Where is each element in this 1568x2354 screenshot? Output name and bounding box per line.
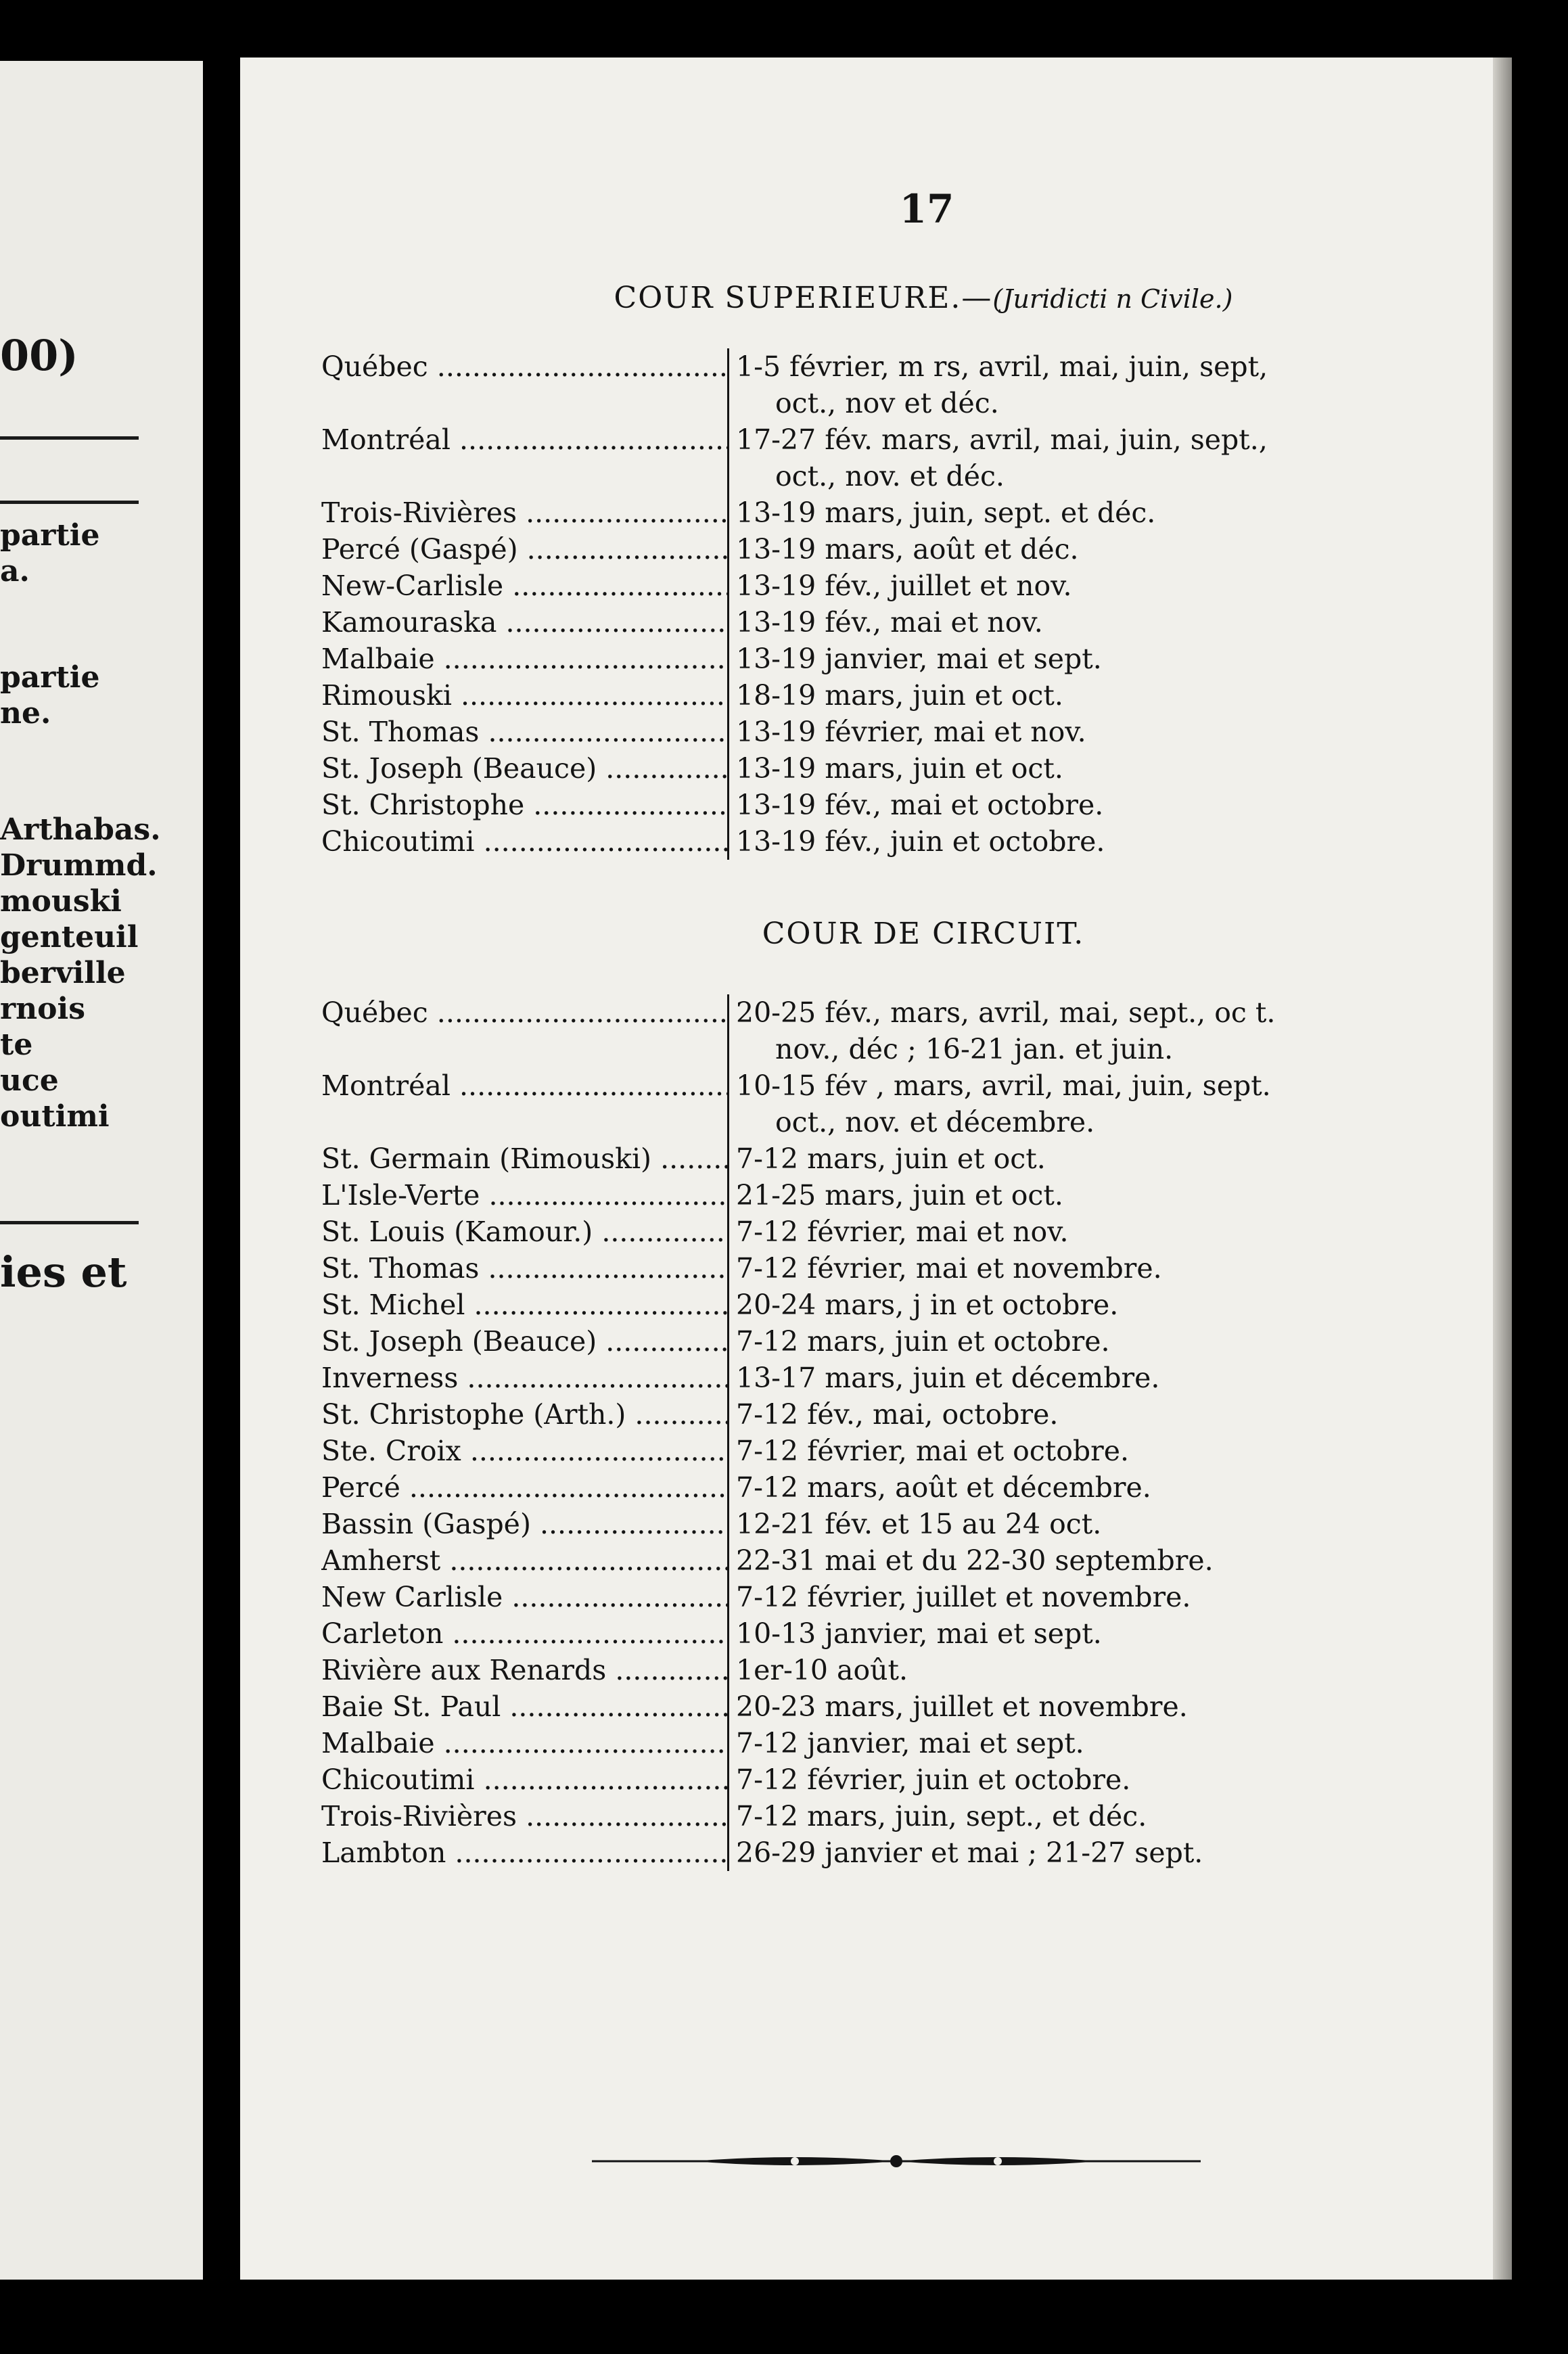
place-name: Baie St. Paul ..... [321, 1688, 727, 1725]
place-name: Kamouraska ..... [321, 604, 727, 641]
left-fragment: berville [0, 956, 126, 990]
section-title-circuit: COUR DE CIRCUIT. [762, 917, 1085, 951]
session-dates: 18-19 mars, juin et oct. [736, 679, 1063, 712]
left-fragment: a. [0, 554, 30, 588]
table-row [321, 787, 1406, 823]
table-row [321, 1798, 1406, 1834]
ornament-divider [592, 2151, 1201, 2171]
table-row [321, 1688, 1406, 1725]
place-name: Chicoutimi ..... [321, 1761, 727, 1798]
table-row [321, 1250, 1406, 1287]
place-name: St. Christophe ..... [321, 787, 727, 823]
table-row [321, 1652, 1406, 1688]
table-row [321, 1725, 1406, 1761]
session-dates: 21-25 mars, juin et oct. [736, 1179, 1063, 1211]
session-dates: 13-19 mars, juin, sept. et déc. [736, 497, 1156, 529]
table-row [321, 1506, 1406, 1542]
place-name: Malbaie ..... [321, 1725, 727, 1761]
place-name: St. Louis (Kamour.) ..... [321, 1214, 727, 1250]
session-dates: 13-19 fév., juillet et nov. [736, 570, 1072, 602]
left-facing-page [0, 61, 203, 2280]
left-fragment: Arthabas. [0, 812, 161, 847]
left-fragment: Drummd. [0, 848, 158, 883]
session-dates: 7-12 mars, août et décembre. [736, 1471, 1151, 1504]
session-dates: 17-27 fév. mars, avril, mai, juin, sept., oct., nov. et déc. [736, 423, 1268, 492]
place-name: Lambton ..... [321, 1834, 727, 1871]
left-fragment: rnois [0, 992, 86, 1026]
place-name: Carleton ..... [321, 1615, 727, 1652]
session-dates: 7-12 mars, juin, sept., et déc. [736, 1800, 1147, 1832]
session-dates: 10-13 janvier, mai et sept. [736, 1617, 1102, 1650]
table-row [321, 1761, 1406, 1798]
table-row [321, 750, 1406, 787]
session-dates: 7-12 février, mai et octobre. [736, 1435, 1130, 1467]
title-subtitle: (Juridicti n Civile.) [992, 284, 1233, 314]
left-fragment: partie [0, 518, 100, 553]
place-name: Trois-Rivières ..... [321, 1798, 727, 1834]
left-fragment: ne. [0, 696, 51, 731]
place-name: St. Christophe (Arth.) ..... [321, 1396, 727, 1433]
session-dates: 13-19 janvier, mai et sept. [736, 643, 1102, 675]
session-dates: 12-21 fév. et 15 au 24 oct. [736, 1508, 1102, 1540]
table-row [321, 1396, 1406, 1433]
session-dates: 20-25 fév., mars, avril, mai, sept., oc t. nov., déc ; 16-21 jan. et juin. [736, 996, 1276, 1065]
left-fragment: partie [0, 660, 100, 695]
place-name: New Carlisle ..... [321, 1579, 727, 1615]
session-dates: 13-19 fév., juin et octobre. [736, 825, 1105, 858]
place-name: St. Germain (Rimouski) ..... [321, 1140, 727, 1177]
circuit-table [321, 994, 1406, 1871]
table-row [321, 568, 1406, 604]
table-row [321, 1140, 1406, 1177]
place-name: Ste. Croix ..... [321, 1433, 727, 1469]
table-row [321, 1287, 1406, 1323]
left-fragment: genteuil [0, 920, 139, 954]
table-row [321, 1214, 1406, 1250]
session-dates: 7-12 janvier, mai et sept. [736, 1727, 1084, 1759]
session-dates: 13-19 fév., mai et octobre. [736, 789, 1104, 821]
session-dates: 1er-10 août. [736, 1654, 908, 1686]
place-name: Amherst ..... [321, 1542, 727, 1579]
table-row [321, 1177, 1406, 1214]
page-number: 17 [899, 186, 954, 232]
place-name: Rivière aux Renards ..... [321, 1652, 727, 1688]
place-name: St. Joseph (Beauce) ..... [321, 1323, 727, 1360]
session-dates: 20-23 mars, juillet et novembre. [736, 1690, 1188, 1723]
session-dates: 1-5 février, m rs, avril, mai, juin, sept, oct., nov et déc. [736, 350, 1268, 419]
left-fragment: mouski [0, 884, 122, 919]
session-dates: 13-19 mars, août et déc. [736, 533, 1079, 566]
place-name: Malbaie ..... [321, 641, 727, 677]
place-name: Montréal ..... [321, 1067, 727, 1104]
table-row [321, 1542, 1406, 1579]
table-row [321, 677, 1406, 714]
place-name: Montréal ..... [321, 421, 727, 458]
left-divider [0, 436, 139, 440]
place-name: St. Michel ..... [321, 1287, 727, 1323]
place-name: Chicoutimi ..... [321, 823, 727, 860]
place-name: Percé (Gaspé) ..... [321, 531, 727, 568]
place-name: New-Carlisle ..... [321, 568, 727, 604]
place-name: Percé ..... [321, 1469, 727, 1506]
place-name: Québec ..... [321, 348, 727, 385]
table-row [321, 421, 1406, 494]
session-dates: 7-12 février, juillet et novembre. [736, 1581, 1191, 1613]
table-row [321, 1067, 1406, 1140]
place-name: St. Thomas ..... [321, 1250, 727, 1287]
table-row [321, 531, 1406, 568]
left-fragment: 00) [0, 331, 78, 380]
place-name: Trois-Rivières ..... [321, 494, 727, 531]
left-fragment: uce [0, 1063, 59, 1098]
table-row [321, 714, 1406, 750]
place-name: Québec ..... [321, 994, 727, 1031]
session-dates: 10-15 fév , mars, avril, mai, juin, sept. oct., nov. et décembre. [736, 1069, 1271, 1138]
place-name: Rimouski ..... [321, 677, 727, 714]
session-dates: 13-19 fév., mai et nov. [736, 606, 1043, 639]
table-row [321, 1360, 1406, 1396]
session-dates: 22-31 mai et du 22-30 septembre. [736, 1544, 1214, 1577]
table-row [321, 823, 1406, 860]
session-dates: 26-29 janvier et mai ; 21-27 sept. [736, 1837, 1203, 1869]
place-name: St. Joseph (Beauce) ..... [321, 750, 727, 787]
title-text: COUR SUPERIEURE.— [614, 281, 993, 315]
left-divider [0, 501, 139, 504]
table-row [321, 1469, 1406, 1506]
section-title-superieure [240, 281, 1512, 315]
main-page [240, 57, 1512, 2280]
table-row [321, 641, 1406, 677]
left-fragment: ies et [0, 1247, 127, 1297]
page-edge [1493, 57, 1512, 2280]
session-dates: 13-19 février, mai et nov. [736, 716, 1086, 748]
session-dates: 7-12 mars, juin et oct. [736, 1143, 1046, 1175]
session-dates: 7-12 février, mai et novembre. [736, 1252, 1162, 1285]
table-row [321, 1615, 1406, 1652]
table-row [321, 604, 1406, 641]
table-row [321, 1579, 1406, 1615]
session-dates: 20-24 mars, j in et octobre. [736, 1289, 1119, 1321]
table-row [321, 1433, 1406, 1469]
session-dates: 7-12 février, juin et octobre. [736, 1763, 1131, 1796]
left-divider [0, 1221, 139, 1224]
table-row [321, 348, 1406, 421]
left-fragment: outimi [0, 1099, 110, 1134]
session-dates: 7-12 mars, juin et octobre. [736, 1325, 1110, 1358]
place-name: St. Thomas ..... [321, 714, 727, 750]
session-dates: 7-12 février, mai et nov. [736, 1216, 1069, 1248]
table-row [321, 1834, 1406, 1871]
table-row [321, 494, 1406, 531]
session-dates: 13-17 mars, juin et décembre. [736, 1362, 1160, 1394]
table-row [321, 994, 1406, 1067]
left-fragment: te [0, 1028, 33, 1062]
session-dates: 13-19 mars, juin et oct. [736, 752, 1063, 785]
table-row [321, 1323, 1406, 1360]
session-dates: 7-12 fév., mai, octobre. [736, 1398, 1059, 1431]
place-name: L'Isle-Verte ..... [321, 1177, 727, 1214]
superieure-table [321, 348, 1406, 860]
place-name: Inverness ..... [321, 1360, 727, 1396]
place-name: Bassin (Gaspé) ..... [321, 1506, 727, 1542]
